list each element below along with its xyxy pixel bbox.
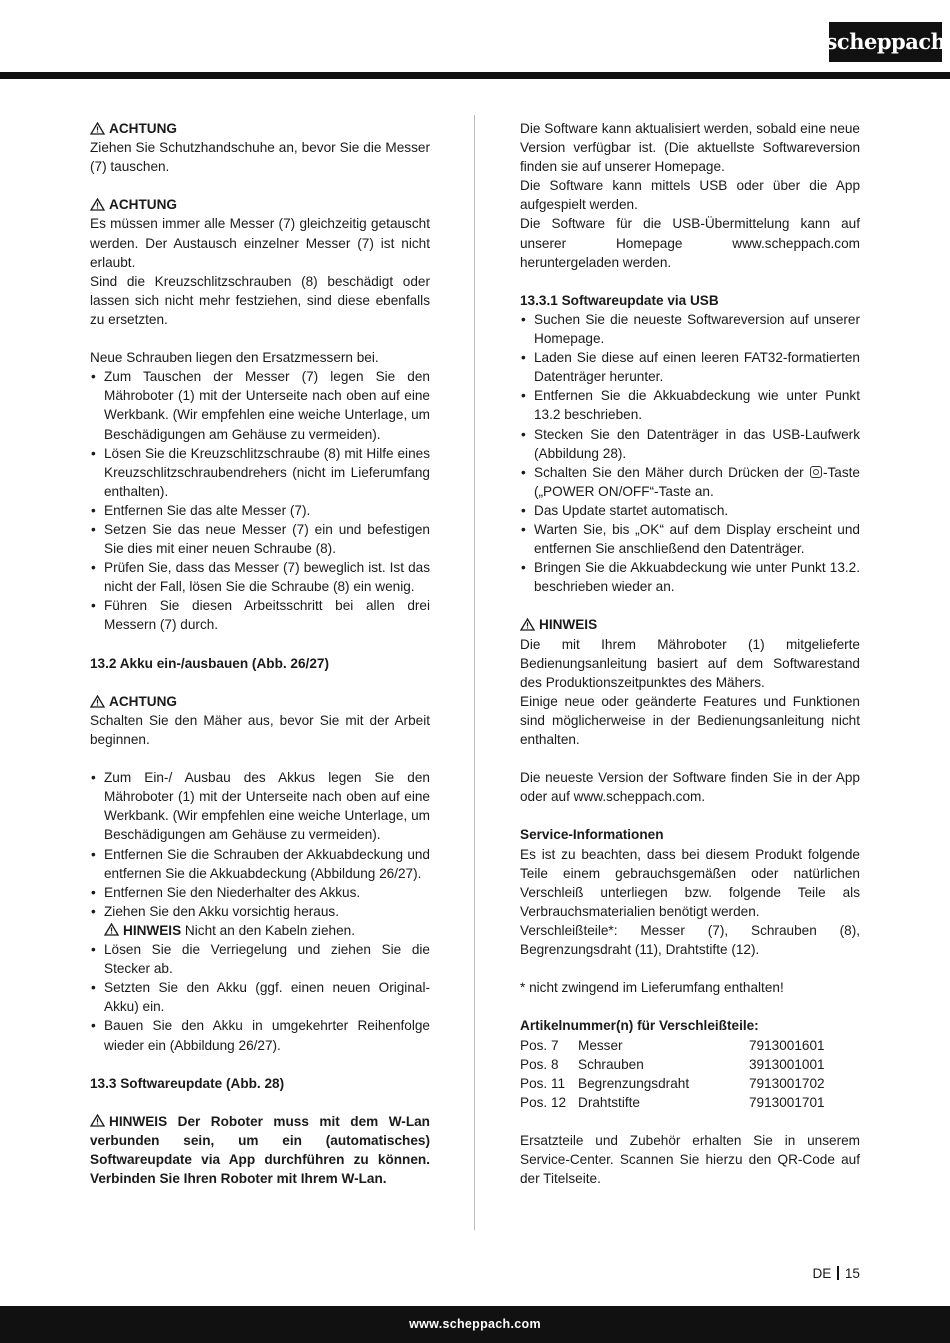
warning-title: ACHTUNG <box>90 692 430 711</box>
warning-title: ACHTUNG <box>90 195 430 214</box>
warning-title: HINWEIS <box>520 615 860 634</box>
list-item: • Bauen Sie den Akku in umgekehrter Reihenfolge wieder ein (Abbildung 26/27). <box>90 1016 430 1054</box>
list-item: • Bringen Sie die Akkuabdeckung wie unter Punkt 13.2. beschrieben wieder an. <box>520 558 860 596</box>
list-item: • Entfernen Sie die Akkuabdeckung wie unter Punkt 13.2 beschrieben. <box>520 386 860 424</box>
list-item: • Warten Sie, bis „OK“ auf dem Display erscheint und entfernen Sie anschließend den Datenträger. <box>520 520 860 558</box>
power-button-icon <box>810 466 822 478</box>
list-item: • Entfernen Sie den Niederhalter des Akkus. <box>90 883 430 902</box>
paragraph: Es ist zu beachten, dass bei diesem Produkt folgende Teile einem gebrauchsgemäßen oder natürlichen Verschleiß unterliegen bzw. folgende Teile als Verbrauchsmaterialien benötigt werden. <box>520 846 860 919</box>
table-cell: 3913001001 <box>749 1056 825 1072</box>
section-heading: Artikelnummer(n) für Verschleißteile: <box>520 1018 759 1034</box>
warning-title: ACHTUNG <box>90 119 430 138</box>
table-cell: Pos. 7 <box>520 1037 559 1053</box>
paragraph: Die mit Ihrem Mähroboter (1) mitgelieferte Bedienungsanleitung basiert auf dem Softwarestand des Produktionszeitpunktes des Mähers. <box>520 636 860 690</box>
table-row <box>520 1093 825 1112</box>
warning-triangle-icon <box>520 618 535 631</box>
right-column <box>520 119 860 1188</box>
warning-triangle-icon <box>90 695 105 708</box>
paragraph: Die Software kann aktualisiert werden, sobald eine neue Version verfügbar ist. (Die aktuellste Softwareversion finden sie auf unserer Homepage. <box>520 121 860 175</box>
section-heading: 13.3.1 Softwareupdate via USB <box>520 292 719 308</box>
page-number: DE 15 <box>812 1266 860 1281</box>
warning-triangle-icon <box>90 1114 105 1127</box>
table-row <box>520 1036 825 1055</box>
warning-text: Es müssen immer alle Messer (7) gleichzeitig getauscht werden. Der Austausch einzelner Messer (7) ist nicht erlaubt. <box>90 216 430 270</box>
left-column <box>90 119 430 1188</box>
intro-text: Neue Schrauben liegen den Ersatzmessern bei. <box>90 350 379 366</box>
list-item: • Schalten Sie den Mäher durch Drücken der -Taste („POWER ON/OFF“-Taste an. <box>520 463 860 501</box>
list-item: • Stecken Sie den Datenträger in das USB-Laufwerk (Abbildung 28). <box>520 425 860 463</box>
section-heading: Service-Informationen <box>520 827 664 843</box>
table-cell: Pos. 11 <box>520 1075 566 1091</box>
table-row <box>520 1074 825 1093</box>
table-cell: 7913001601 <box>749 1037 825 1053</box>
table-row <box>520 1055 825 1074</box>
list-item: • Zum Tauschen der Messer (7) legen Sie den Mähroboter (1) mit der Unterseite nach oben auf eine Werkbank. (Wir empfehlen eine weiche Unterlage, um Beschädigungen am Gehäuse zu vermeiden). <box>90 367 430 443</box>
warning-text: Ziehen Sie Schutzhandschuhe an, bevor Sie die Messer (7) tauschen. <box>90 140 430 175</box>
table-cell: Drahtstifte <box>578 1094 640 1110</box>
header-rule <box>0 72 950 79</box>
footnote: * nicht zwingend im Lieferumfang enthalten! <box>520 980 784 996</box>
bullet-list <box>90 367 430 634</box>
paragraph: Ersatzteile und Zubehör erhalten Sie in unserem Service-Center. Scannen Sie hierzu den QR-Code auf der Titelseite. <box>520 1132 860 1187</box>
list-item: • Lösen Sie die Verriegelung und ziehen Sie die Stecker ab. <box>90 940 430 978</box>
warning-triangle-icon <box>90 198 105 211</box>
warning-triangle-icon <box>104 923 119 936</box>
paragraph: Die Software kann mittels USB oder über die App aufgespielt werden. <box>520 178 860 213</box>
list-item: • Führen Sie diesen Arbeitsschritt bei allen drei Messern (7) durch. <box>90 596 430 634</box>
paragraph: Die Software für die USB-Übermittelung kann auf unserer Homepage www.scheppach.com heruntergeladen werden. <box>520 216 860 270</box>
bullet-list <box>90 768 430 1054</box>
list-item: • Suchen Sie die neueste Softwareversion auf unserer Homepage. <box>520 310 860 348</box>
inline-hinweis: HINWEIS Nicht an den Kabeln ziehen. <box>104 921 430 940</box>
warning-text: Schalten Sie den Mäher aus, bevor Sie mit der Arbeit beginnen. <box>90 712 430 747</box>
list-item: • Zum Ein-/ Ausbau des Akkus legen Sie den Mähroboter (1) mit der Unterseite nach oben auf eine Werkbank. (Wir empfehlen eine weiche Unterlage, um Beschädigungen am Gehäuse zu vermeiden). <box>90 768 430 844</box>
paragraph: Einige neue oder geänderte Features und Funktionen sind möglicherweise in der Bedienungsanleitung nicht enthalten. <box>520 693 860 747</box>
table-cell: Pos. 8 <box>520 1056 559 1072</box>
bullet-list <box>520 310 860 596</box>
table-cell: 7913001701 <box>749 1094 825 1110</box>
section-heading: 13.3 Softwareupdate (Abb. 28) <box>90 1075 285 1091</box>
paragraph: Verschleißteile*: Messer (7), Schrauben (8), Begrenzungsdraht (11), Drahtstifte (12). <box>520 922 860 958</box>
list-item: • Das Update startet automatisch. <box>520 501 860 520</box>
parts-table <box>520 1036 825 1112</box>
list-item: • Setzten Sie den Akku (ggf. einen neuen Original-Akku) ein. <box>90 978 430 1016</box>
brand-logo: scheppach <box>829 22 942 62</box>
warning-triangle-icon <box>90 122 105 135</box>
hinweis-block: HINWEIS Der Roboter muss mit dem W-Lan verbunden sein, um ein (automatisches) Softwareupdate via App durchführen zu können. Verbinden Sie Ihren Roboter mit Ihrem W-Lan. <box>90 1113 430 1187</box>
list-item: • Laden Sie diese auf einen leeren FAT32-formatierten Datenträger herunter. <box>520 348 860 386</box>
paragraph: Die neueste Version der Software finden Sie in der App oder auf www.scheppach.com. <box>520 770 860 805</box>
list-item: • Prüfen Sie, dass das Messer (7) beweglich ist. Ist das nicht der Fall, lösen Sie die Schraube (8) ein wenig. <box>90 558 430 596</box>
list-item: • Ziehen Sie den Akku vorsichtig heraus. HINWEIS Nicht an den Kabeln ziehen. <box>90 902 430 940</box>
list-item: • Lösen Sie die Kreuzschlitzschraube (8) mit Hilfe eines Kreuzschlitzschraubendrehers (nicht im Lieferumfang enthalten). <box>90 444 430 501</box>
table-cell: Messer <box>578 1037 623 1053</box>
list-item: • Entfernen Sie das alte Messer (7). <box>90 501 430 520</box>
list-item: • Setzen Sie das neue Messer (7) ein und befestigen Sie dies mit einer neuen Schraube (8). <box>90 520 430 558</box>
section-heading: 13.2 Akku ein-/ausbauen (Abb. 26/27) <box>90 655 329 671</box>
page-number-separator <box>837 1266 839 1280</box>
footer-url[interactable]: www.scheppach.com <box>409 1316 541 1331</box>
table-cell: Pos. 12 <box>520 1094 567 1110</box>
footer-bar <box>0 1306 950 1343</box>
column-divider <box>474 115 475 1230</box>
list-item: • Entfernen Sie die Schrauben der Akkuabdeckung und entfernen Sie die Akkuabdeckung (Abbildung 26/27). <box>90 845 430 883</box>
table-cell: Begrenzungsdraht <box>578 1075 690 1091</box>
table-cell: 7913001702 <box>749 1075 825 1091</box>
warning-text: Sind die Kreuzschlitzschrauben (8) beschädigt oder lassen sich nicht mehr festziehen, sind diese ebenfalls zu ersetzten. <box>90 273 430 327</box>
table-cell: Schrauben <box>578 1056 644 1072</box>
